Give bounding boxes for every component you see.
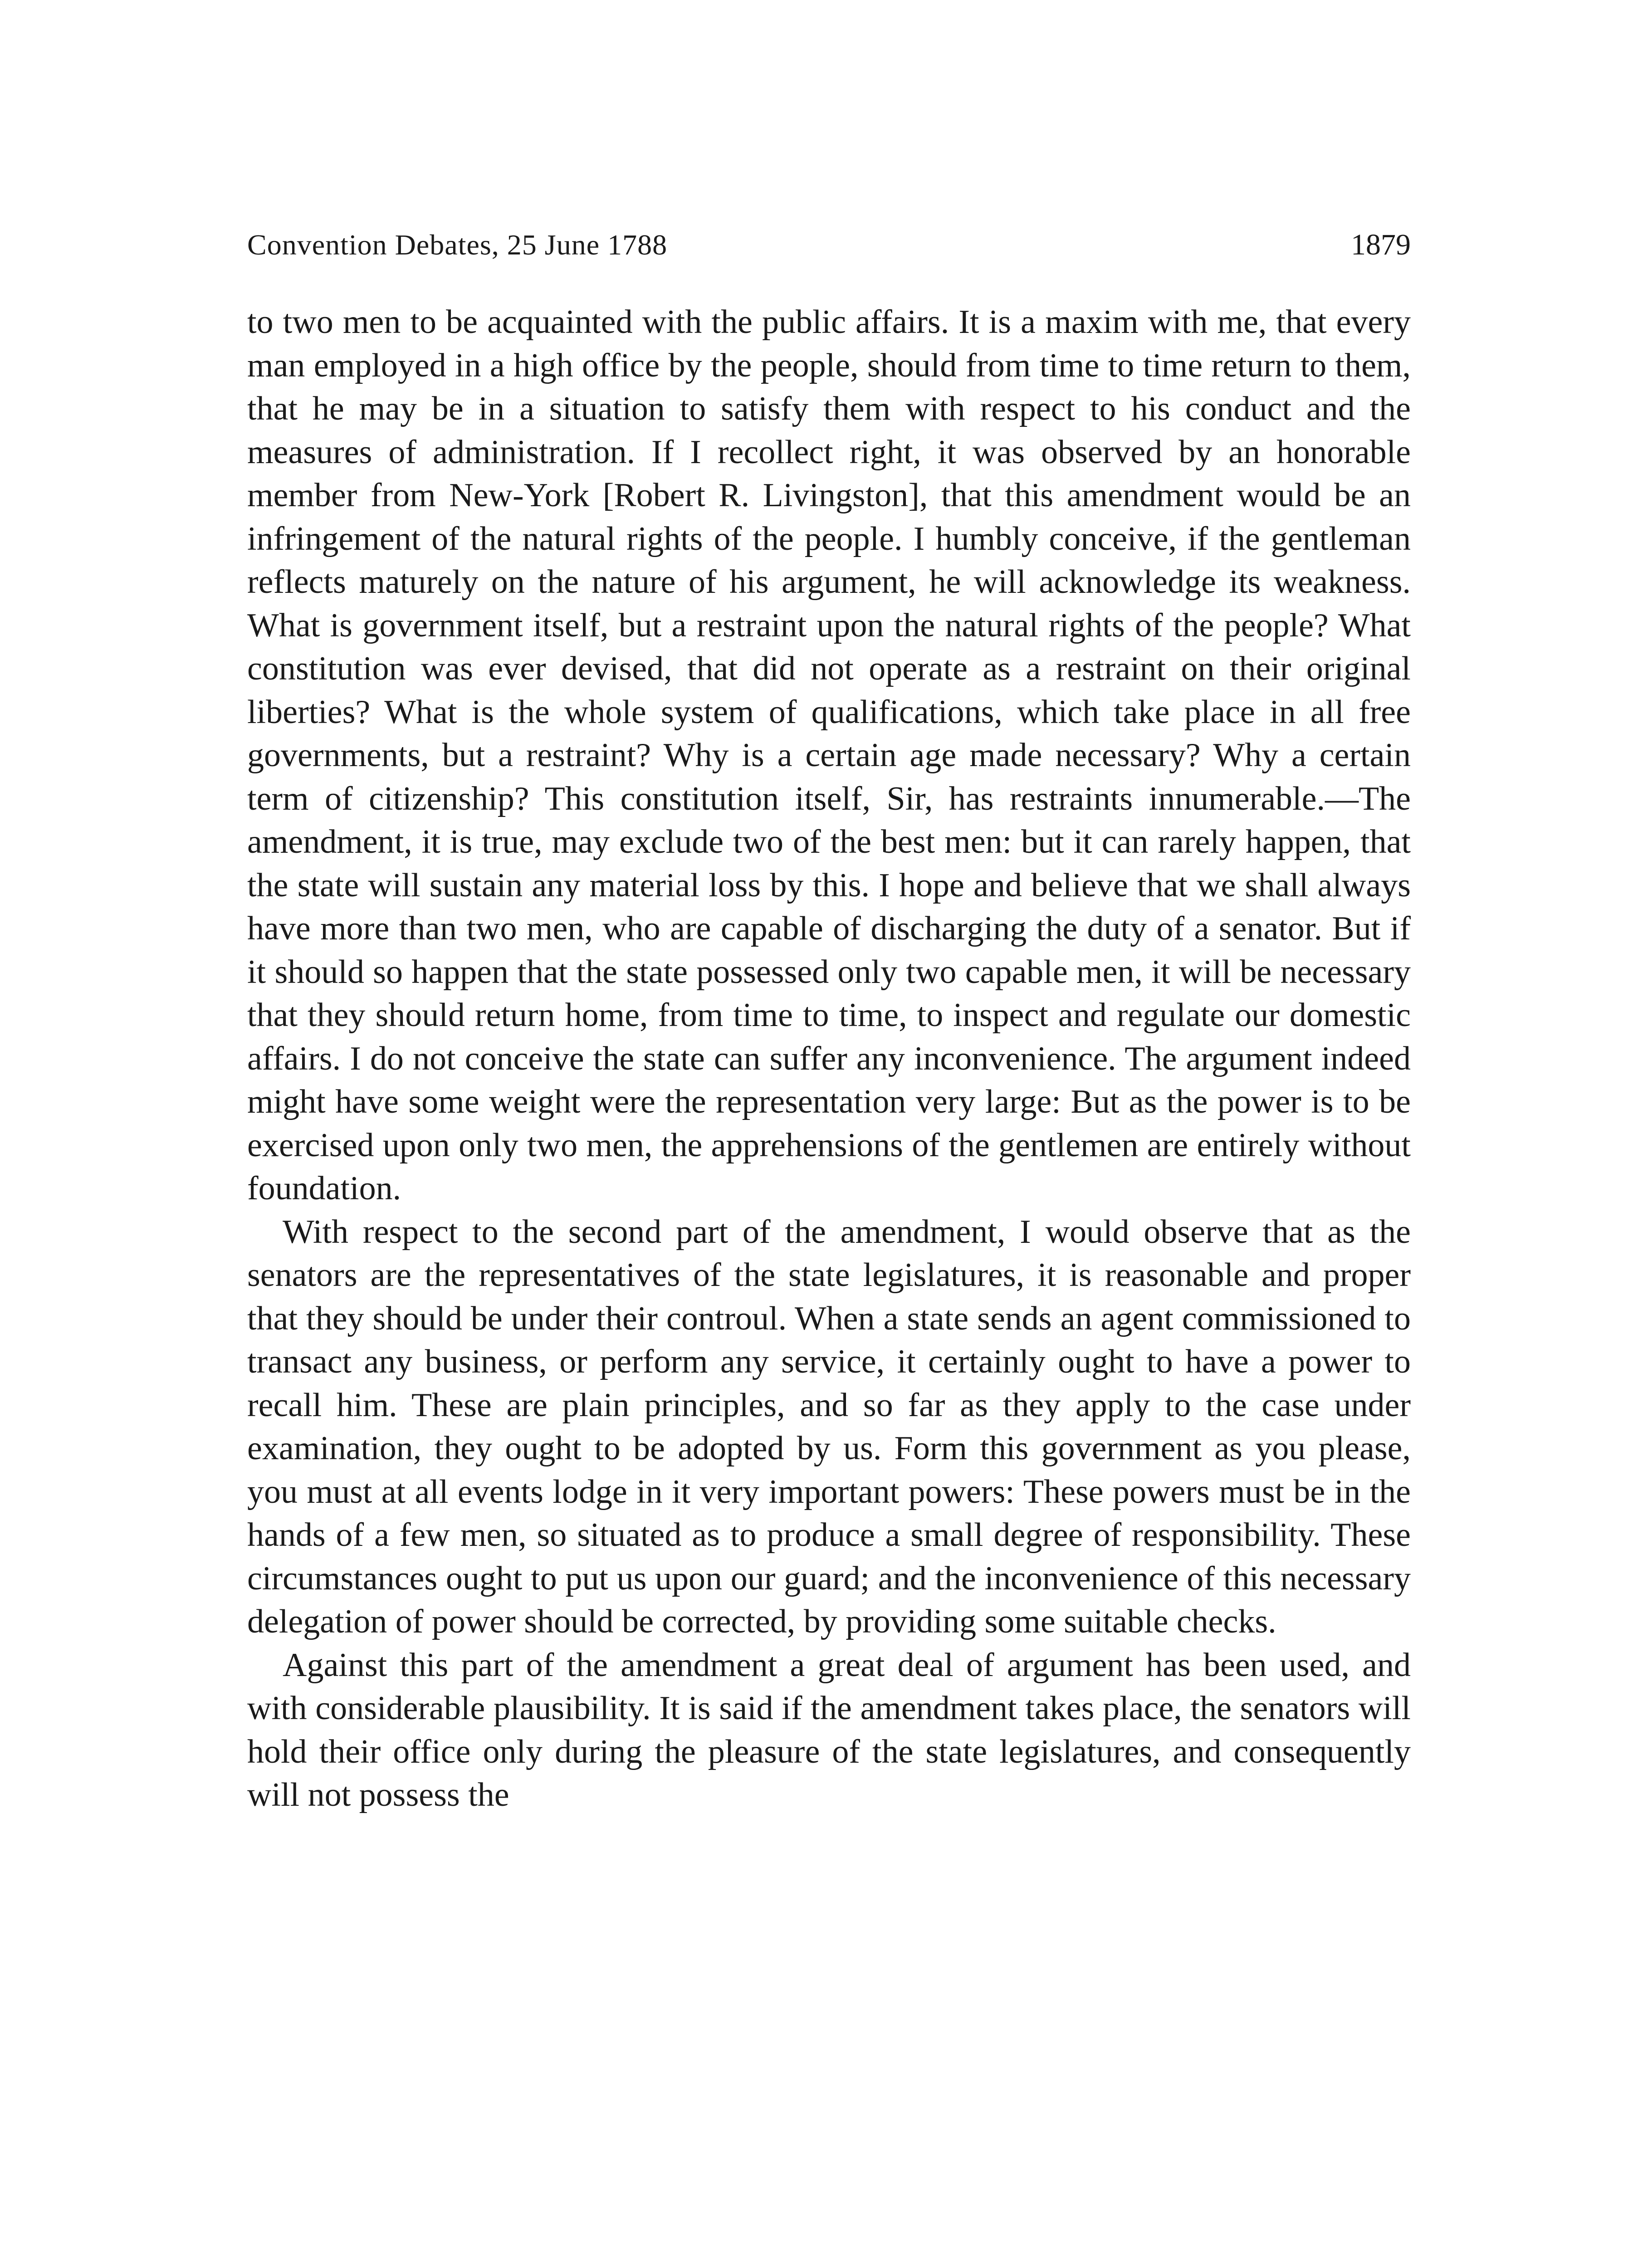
running-title: Convention Debates, 25 June 1788: [247, 229, 668, 261]
paragraph-continued: to two men to be acquainted with the public affairs. It is a maxim with me, that every man employed in a high office by the people, should from time to time return to them, that he may be in a situation to satisfy them with respect to his conduct and the measures of administration. If I recollect right, it was observed by an honorable member from New-York [Robert R. Livingston], that this amendment would be an infringement of the natural rights of the people. I humbly conceive, if the gentleman reflects maturely on the nature of his argument, he will acknowledge its weakness. What is government itself, but a restraint upon the natural rights of the people? What constitution was ever devised, that did not operate as a restraint on their original liberties? What is the whole system of qualifications, which take place in all free governments, but a restraint? Why is a certain age made necessary? Why a certain term of citizenship? This constitution itself, Sir, has restraints innumerable.—The amendment, it is true, may exclude two of the best men: but it can rarely happen, that the state will sustain any material loss by this. I hope and believe that we shall always have more than two men, who are capable of discharging the duty of a senator. But if it should so happen that the state possessed only two capable men, it will be necessary that they should return home, from time to time, to inspect and regulate our domestic affairs. I do not conceive the state can suffer any inconvenience. The argument indeed might have some weight were the representation very large: But as the power is to be exercised upon only two men, the apprehensions of the gentlemen are entirely without foundation.: [247, 303, 1411, 1207]
running-head: [247, 225, 1411, 265]
page-number: 1879: [1351, 228, 1411, 261]
document-page: [247, 225, 1411, 1817]
paragraph: Against this part of the amendment a great deal of argument has been used, and with considerable plausibility. It is said if the amendment takes place, the senators will hold their office only during the pleasure of the state legislatures, and consequently will not possess the: [247, 1646, 1411, 1813]
body-text: [247, 301, 1411, 1817]
paragraph: With respect to the second part of the amendment, I would observe that as the senators are the representatives of the state legislatures, it is reasonable and proper that they should be under their controul. When a state sends an agent commissioned to transact any business, or perform any service, it certainly ought to have a power to recall him. These are plain principles, and so far as they apply to the case under examination, they ought to be adopted by us. Form this government as you please, you must at all events lodge in it very important powers: These powers must be in the hands of a few men, so situated as to produce a small degree of responsibility. These circumstances ought to put us upon our guard; and the inconvenience of this necessary delegation of power should be corrected, by providing some suitable checks.: [247, 1213, 1411, 1640]
